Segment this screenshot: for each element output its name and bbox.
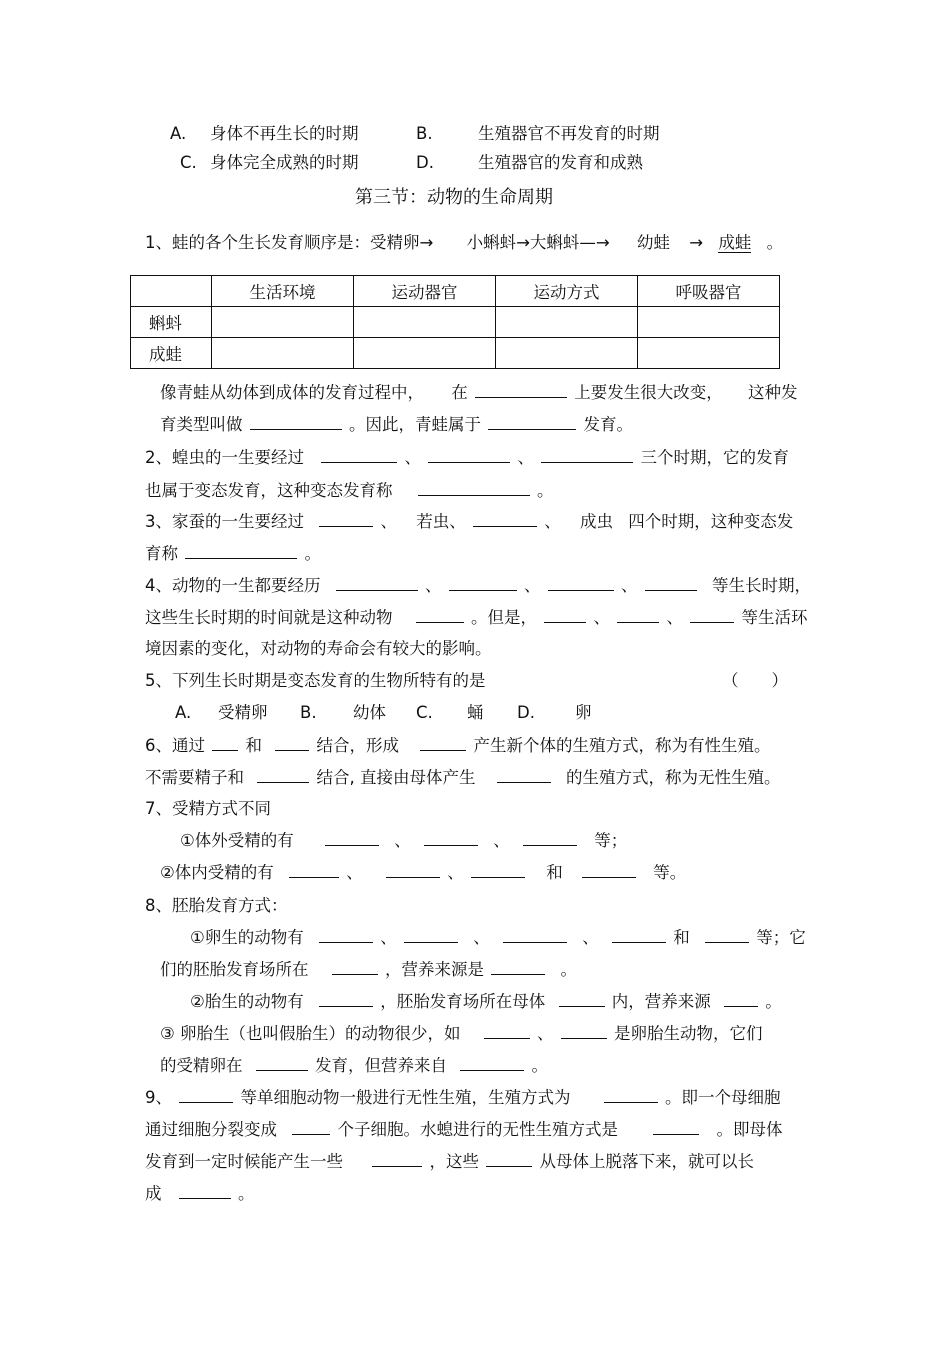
- table-cell[interactable]: [354, 307, 496, 338]
- q9-j: 成: [145, 1184, 162, 1203]
- q5-option-a-letter: A.: [175, 703, 192, 722]
- q8-sep: 、: [582, 928, 599, 947]
- table-cell[interactable]: [638, 307, 780, 338]
- q7-sep: 、: [394, 831, 411, 850]
- answer-blank[interactable]: [561, 1023, 607, 1039]
- q8-l: ③ 卵胎生（也叫假胎生）的动物很少，如: [160, 1024, 461, 1043]
- q8-line-1: [190, 927, 806, 949]
- q4-a: 4、动物的一生都要经历: [145, 576, 321, 595]
- q8-sep: 、: [473, 928, 490, 947]
- table-cell[interactable]: [638, 338, 780, 369]
- q6-a: 6、通过: [145, 736, 205, 755]
- answer-blank[interactable]: [289, 862, 339, 878]
- q8-line-2: [160, 959, 577, 981]
- answer-blank[interactable]: [212, 735, 238, 751]
- q1-line: [145, 232, 783, 254]
- answer-blank[interactable]: [256, 1055, 308, 1071]
- option-d-text: 生殖器官的发育和成熟: [478, 153, 643, 172]
- q7-sep: 、: [346, 863, 363, 882]
- option-d-letter: D.: [416, 153, 434, 172]
- q4-line-2: [145, 607, 808, 629]
- answer-blank[interactable]: [416, 607, 464, 623]
- q6-b: 和: [245, 736, 262, 755]
- answer-blank[interactable]: [319, 927, 373, 943]
- q7-sep: 、: [447, 863, 464, 882]
- q5-option-b-letter: B.: [300, 703, 317, 722]
- q9-e: 个子细胞。水螅进行的无性生殖方式是: [337, 1120, 618, 1139]
- table-row-label: 蝌蚪: [131, 307, 212, 338]
- q4-sep: 、: [621, 576, 638, 595]
- q4-line-1: [145, 575, 811, 597]
- q4-f: 境因素的变化，对动物的寿命会有较大的影响。: [145, 639, 492, 658]
- q8-title: 8、胚胎发育方式：: [145, 896, 288, 915]
- table-cell[interactable]: [212, 338, 354, 369]
- q6-e: 不需要精子和: [145, 768, 244, 787]
- q7-e: 和: [546, 863, 563, 882]
- p1-c: 上要发生很大改变，: [574, 383, 723, 402]
- table-row-label: 成蛙: [131, 338, 212, 369]
- option-c-text: 身体完全成熟的时期: [210, 153, 359, 172]
- q3-a: 3、家蚕的一生要经过: [145, 512, 304, 531]
- q6-c: 结合，形成: [316, 736, 399, 755]
- q9-a: 9、: [145, 1088, 172, 1107]
- answer-blank[interactable]: [473, 511, 537, 527]
- q5-answer-paren[interactable]: （ ）: [722, 671, 788, 690]
- q7-b: ①体外受精的有: [180, 831, 294, 850]
- answer-blank[interactable]: [404, 927, 458, 943]
- answer-blank[interactable]: [645, 575, 697, 591]
- table-row: [131, 338, 780, 369]
- q2-b: 三个时期，它的发育: [640, 448, 789, 467]
- q8-line-4: [160, 1023, 763, 1045]
- answer-blank[interactable]: [332, 959, 378, 975]
- q5-option-d-letter: D.: [517, 703, 535, 722]
- p1-line-1: [160, 382, 798, 404]
- q5-option-a-text: 受精卵: [218, 703, 268, 722]
- q7-title: 7、受精方式不同: [145, 799, 271, 818]
- q9-line-1: [145, 1087, 781, 1109]
- answer-blank[interactable]: [418, 480, 530, 496]
- answer-blank[interactable]: [250, 414, 342, 430]
- table-cell[interactable]: [496, 338, 638, 369]
- q3-e: 成虫: [580, 512, 613, 531]
- table-header-row: [131, 276, 780, 307]
- answer-blank[interactable]: [690, 607, 734, 623]
- q2-sep: 、: [404, 448, 421, 467]
- answer-blank[interactable]: [179, 1183, 231, 1199]
- answer-blank[interactable]: [292, 1119, 330, 1135]
- q7-f: 等。: [653, 863, 687, 882]
- table-header-cell: 生活环境: [212, 276, 354, 307]
- answer-blank[interactable]: [449, 575, 517, 591]
- q3-c: 若虫、: [416, 512, 466, 531]
- q9-line-4: [145, 1183, 255, 1205]
- answer-blank[interactable]: [486, 1151, 532, 1167]
- q8-line-5: [160, 1055, 548, 1077]
- table-header-cell: 呼吸器官: [638, 276, 780, 307]
- q5-option-b-text: 幼体: [353, 703, 386, 722]
- option-a-text: 身体不再生长的时期: [210, 124, 359, 143]
- q1-end: 。: [766, 233, 784, 252]
- table-cell[interactable]: [212, 307, 354, 338]
- answer-blank[interactable]: [179, 1087, 233, 1103]
- q8-sep: 、: [380, 928, 397, 947]
- q9-d: 通过细胞分裂变成: [145, 1120, 277, 1139]
- answer-blank[interactable]: [471, 862, 525, 878]
- q1-arrow: →: [689, 233, 704, 252]
- table-header-cell: 运动方式: [496, 276, 638, 307]
- q5-stem: 5、下列生长时期是变态发育的生物所特有的是: [145, 671, 486, 690]
- q4-sep: 、: [593, 608, 610, 627]
- answer-blank[interactable]: [325, 830, 379, 846]
- answer-blank[interactable]: [617, 607, 659, 623]
- p1-line-2: [160, 414, 633, 436]
- answer-blank[interactable]: [559, 991, 605, 1007]
- q8-b: ①卵生的动物有: [190, 928, 304, 947]
- q8-f: ，营养来源是: [385, 960, 484, 979]
- q3-d: 、: [544, 512, 561, 531]
- answer-blank[interactable]: [523, 830, 577, 846]
- q6-line-2: [145, 767, 781, 789]
- q9-line-3: [145, 1151, 754, 1173]
- answer-blank[interactable]: [604, 1087, 658, 1103]
- p1-f: 。因此，青蛙属于: [349, 415, 481, 434]
- q3-line-1: [145, 511, 793, 533]
- q5-option-d-text: 卵: [575, 703, 592, 722]
- q8-m: 是卵胎生动物，它们: [614, 1024, 763, 1043]
- answer-blank[interactable]: [491, 959, 545, 975]
- q9-h: ，这些: [429, 1152, 479, 1171]
- answer-blank[interactable]: [372, 1151, 422, 1167]
- answer-blank[interactable]: [420, 735, 466, 751]
- p1-g: 发育。: [583, 415, 633, 434]
- answer-blank[interactable]: [582, 862, 636, 878]
- q8-g: 。: [560, 960, 577, 979]
- q8-sep: 、: [537, 1024, 554, 1043]
- answer-blank[interactable]: [424, 830, 478, 846]
- q3-b: 、: [380, 512, 397, 531]
- q2-d: 。: [537, 481, 554, 500]
- q1-stage-3: 幼蛙: [636, 233, 670, 252]
- q6-line-1: [145, 735, 771, 757]
- p1-a: 像青蛙从幼体到成体的发育过程中，: [160, 383, 424, 402]
- q4-b: 等生长时期，: [712, 576, 811, 595]
- q9-f: 。即母体: [716, 1120, 783, 1139]
- option-b-text: 生殖器官不再发育的时期: [478, 124, 660, 143]
- q3-g: 育称: [145, 544, 178, 563]
- answer-blank[interactable]: [185, 543, 297, 559]
- comparison-table: [130, 275, 780, 369]
- table-cell[interactable]: [496, 307, 638, 338]
- q3-h: 。: [304, 544, 321, 563]
- q1-stem: 1、蛙的各个生长发育顺序是：受精卵→: [145, 233, 434, 252]
- q1-stage-2: 小蝌蚪→大蝌蚪—→: [466, 233, 610, 252]
- p1-e: 育类型叫做: [160, 415, 243, 434]
- q9-g: 发育到一定时候能产生一些: [145, 1152, 343, 1171]
- answer-blank[interactable]: [321, 447, 397, 463]
- q3-line-2: [145, 543, 321, 565]
- answer-blank[interactable]: [336, 575, 418, 591]
- q6-f: 结合, 直接由母体产生: [316, 768, 476, 787]
- answer-blank[interactable]: [319, 991, 373, 1007]
- q8-n: 的受精卵在: [160, 1056, 243, 1075]
- q5-option-c-text: 蛹: [467, 703, 484, 722]
- q4-e: 等生活环: [741, 608, 808, 627]
- q8-i: ，胚胎发育场所在母体: [380, 992, 546, 1011]
- answer-blank[interactable]: [257, 767, 309, 783]
- q7-line-2: [160, 862, 686, 884]
- option-b-letter: B.: [416, 124, 433, 143]
- q6-d: 产生新个体的生殖方式，称为有性生殖。: [473, 736, 771, 755]
- table-row: [131, 307, 780, 338]
- q2-line-1: [145, 447, 789, 469]
- q7-d: ②体内受精的有: [160, 863, 274, 882]
- q4-c: 这些生长时期的时间就是这种动物: [145, 608, 393, 627]
- answer-blank[interactable]: [612, 927, 666, 943]
- q8-c: 和: [673, 928, 690, 947]
- q9-b: 等单细胞动物一般进行无性生殖，生殖方式为: [240, 1088, 571, 1107]
- table-cell[interactable]: [354, 338, 496, 369]
- q4-sep: 、: [524, 576, 541, 595]
- answer-blank[interactable]: [484, 1023, 530, 1039]
- p1-b: 在: [451, 383, 468, 402]
- q8-d: 等；它: [756, 928, 806, 947]
- q9-k: 。: [238, 1184, 255, 1203]
- answer-blank[interactable]: [475, 382, 567, 398]
- q8-h: ②胎生的动物有: [190, 992, 304, 1011]
- answer-blank[interactable]: [541, 447, 633, 463]
- answer-blank[interactable]: [544, 607, 586, 623]
- q9-i: 从母体上脱落下来，就可以长: [539, 1152, 754, 1171]
- q7-line-1: [180, 830, 627, 852]
- q6-g: 的生殖方式，称为无性生殖。: [566, 768, 781, 787]
- p1-d: 这种发: [748, 383, 798, 402]
- q8-o: 发育，但营养来自: [315, 1056, 447, 1075]
- q1-stage-4: 成蛙: [718, 233, 752, 252]
- option-c-letter: C.: [180, 153, 197, 172]
- q9-c: 。即一个母细胞: [665, 1088, 781, 1107]
- q2-line-2: [145, 480, 554, 502]
- q8-k: 。: [765, 992, 782, 1011]
- answer-blank[interactable]: [428, 447, 510, 463]
- q8-line-3: [190, 991, 782, 1013]
- answer-blank[interactable]: [275, 735, 309, 751]
- table-header-cell: [131, 276, 212, 307]
- q8-p: 。: [531, 1056, 548, 1075]
- q2-a: 2、蝗虫的一生要经过: [145, 448, 304, 467]
- q8-e: 们的胚胎发育场所在: [160, 960, 309, 979]
- answer-blank[interactable]: [705, 927, 749, 943]
- section-title: 第三节：动物的生命周期: [355, 187, 553, 208]
- answer-blank[interactable]: [497, 767, 551, 783]
- answer-blank[interactable]: [319, 511, 373, 527]
- q7-sep: 、: [493, 831, 510, 850]
- table-header-cell: 运动器官: [354, 276, 496, 307]
- option-a-letter: A.: [170, 124, 187, 143]
- q4-sep: 、: [425, 576, 442, 595]
- q9-line-2: [145, 1119, 783, 1141]
- q8-j: 内，营养来源: [611, 992, 711, 1011]
- q2-c: 也属于变态发育，这种变态发育称: [145, 481, 393, 500]
- q2-sep: 、: [517, 448, 534, 467]
- answer-blank[interactable]: [460, 1055, 524, 1071]
- q5-option-c-letter: C.: [416, 703, 433, 722]
- q4-line-3: [145, 638, 492, 660]
- q4-sep: 、: [666, 608, 683, 627]
- answer-blank[interactable]: [724, 991, 758, 1007]
- answer-blank[interactable]: [653, 1119, 699, 1135]
- answer-blank[interactable]: [386, 862, 440, 878]
- answer-blank[interactable]: [548, 575, 614, 591]
- q4-d: 。但是，: [471, 608, 537, 627]
- answer-blank[interactable]: [488, 414, 576, 430]
- q3-f: 四个时期，这种变态发: [628, 512, 794, 531]
- answer-blank[interactable]: [503, 927, 567, 943]
- q7-c: 等；: [594, 831, 628, 850]
